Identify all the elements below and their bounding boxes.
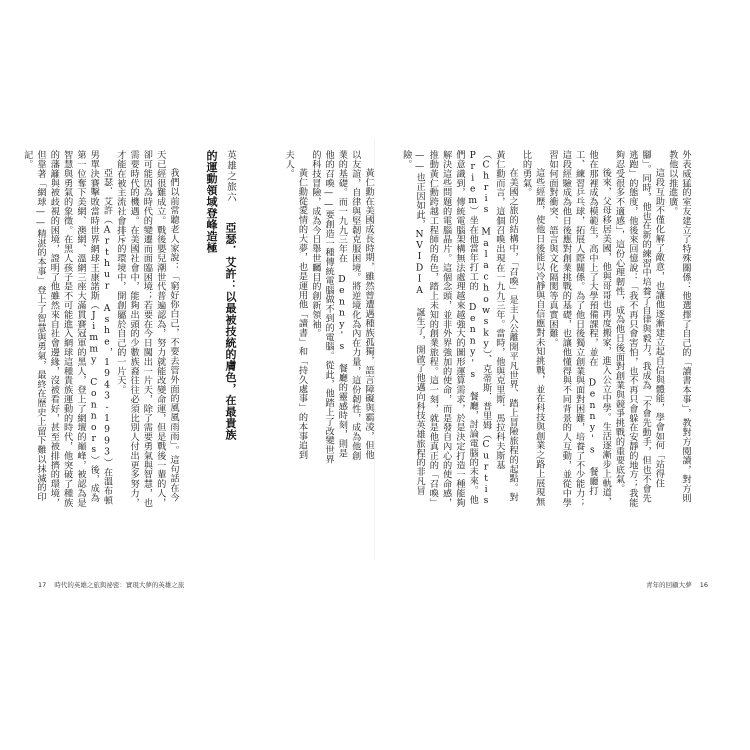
paragraph: 這段互助不僅化解了敵意，也讓他逐漸建立起自信與體能，學會如何「站得住腳」。同時，他也在新的練習中培養了自律與毅力，我成為「不會先動手，但也不會先逃跑」的態度，他後來回憶說：「我不再只會害怕，也不再只會躲在安靜的地方；我能夠忍受很多不適感」，這份心理韌性，成為他日後面對創業與競爭挑戰的重要底氣。 [613, 150, 665, 508]
running-title: 時代的英雄之旅與祕密：實現大夢的英雄之旅 [54, 581, 185, 589]
paragraph: 在美國之旅的結構中，「召喚」是主人公離開平凡世界、踏上冒險旅程的起點。對黃仁勳而言，這個召喚出現在一九九三年。當時，他與克里斯．馬拉科夫斯基（Chris Malachowsky）、克蒂斯．普里姆（Curtis Priem）坐在他當年打工的 Denny's 餐廳，討論電腦的未來。他們意識到，傳統電腦架構無法處理越來越強大的圖形運算需求，於是決定打造一種能夠解決這些問題的電腦晶片。這個念頭，並非外界強加的使命，而是發自內心的使命感，推動黃仁勳跨越工程師的角色，踏上未知的創業旅程。這一刻，就是他真正的「召喚」——也正因如此，NVIDIA 誕生了，開啟了他邁向科技英雄旅程的非凡冒險。 [400, 150, 519, 508]
left-page-body [10, 150, 180, 510]
section-title: 亞瑟．艾許：以最被技統的膚色，在最貴族的運動領域登峰造極 [205, 150, 237, 440]
paragraph: 黃仁勳從愛情的大夢，也是運用他「讀書」和「持久處事」的本事追到夫人。 [283, 150, 308, 460]
paragraph: 黃仁勳在美國成長時期，雖然曾遭遇種族孤獨，語言障礙與霸凌，但他以友誼，自律與堅韌克服困境。將逆境化為內在力量，這份韌性，成為他創業的基礎。而一九九三年在 Denny's 餐廳的靈感時刻，則是他的召喚——要創造一種傳統電腦做不到的電腦。從此，他踏上了改變世界的科技冒險，成為今日舉世矚目的創新領袖。 [309, 150, 374, 464]
paragraph: 這些經歷，使他日後能以冷靜與自信應對未知挑戰，並在科技與創業之路上展現無比的勇氣。 [520, 150, 545, 507]
section-heading [200, 150, 240, 450]
section-label: 英雄之旅六 [225, 150, 236, 203]
page-number: 16 [699, 581, 708, 589]
paragraph: 外表威猛的室友建立了特殊關係：他選擇了自己的「讀書本事」，教對方閱讀，對方則教他以推進廣。 [666, 150, 691, 503]
right-page-body [380, 150, 692, 510]
page-number: 17 [38, 581, 47, 589]
left-page-footer [32, 580, 184, 589]
running-title: 青年的回顧大夢 [646, 581, 692, 589]
paragraph: 我們以前常聽老人家說：「窮好你白己，不要去管外面的風風雨雨」。這句話在今天已經很難成立。戰後嬰兒潮世代普遍認為，努力就能改變命運，但是戰後一輩的人，卻可能因為時代的變遷而面臨困境；若要在今日闖出一片天，除了需要勇氣與智慧，也需要時代的機遇。在美國社會中，能夠出頭的少數族裔往往必須比別人付出更多努力，才能在被主流社會排斥的環境中，開創屬於自己的一片天。 [114, 150, 179, 508]
paragraph: 後來，父母移居美國，他與哥哥也再度搬家，進入公立中學。生活逐漸步上軌道，他在那裡成為模範生，高中上了大學預備課程，並在 Denny's 餐廳打工、練習乒乓球，拓展人際關係。為了他日後獨立創業與面對困難，培養了不少能力；這段經驗成為他日後應對創業挑戰的基礎，也讓他懂得與不同背景的人互動，並從中學習如何面對衝突、語言與文化隔閡等真實困難。 [547, 150, 612, 508]
left-page-intro [265, 150, 375, 465]
right-page-footer [646, 580, 714, 589]
paragraph: 亞瑟．艾許（Arthur Ashe，1943-1993）在溫布頓男單決賽擊敗當時世界網球王康諾斯（Jimmy Connors）後，成為第一位奪下美網、澳網、溫網三座大滿貫賽冠軍的黑人，登上了網壇的巔峰，被認為是智慧與勇氣的象徵。在黑人孩子是不可能進入網球這種貴族運動的時代，他突破了種族的藩籬與被歧視的困境，證明了他雖然來自社會邊緣，沒被看好，甚至被排擠的環境，但靠著「網球——精湛的本事」登上了智慧與勇氣，最終在歷史上留下難以抹滅的印記。 [21, 150, 113, 508]
right-page [375, 0, 750, 750]
